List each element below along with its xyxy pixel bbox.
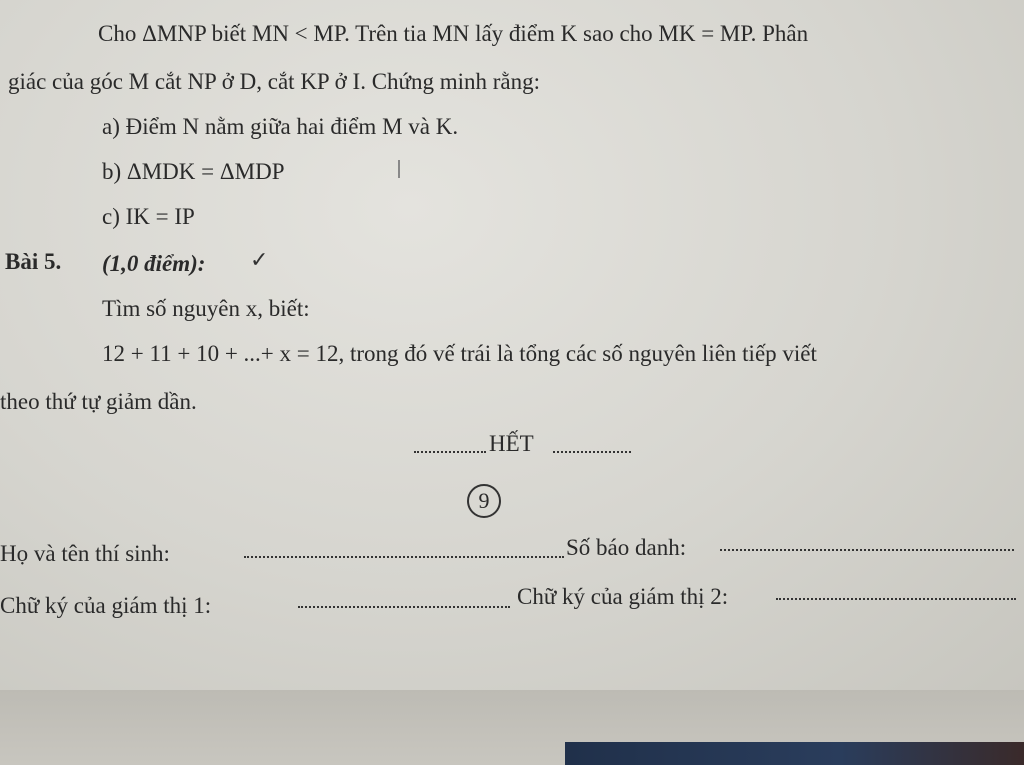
check-mark-icon: ✓ (250, 248, 269, 273)
problem4-part-b: b) ΔMDK = ΔMDP (102, 159, 285, 184)
supervisor2-signature-field (776, 598, 1016, 600)
background-object (565, 742, 1024, 765)
end-dots-right (553, 451, 631, 453)
problem5-line2: 12 + 11 + 10 + ...+ x = 12, trong đó vế trái là tổng các số nguyên liên tiếp viết (102, 341, 817, 366)
supervisor1-signature-field (298, 606, 510, 608)
candidate-name-field (244, 556, 564, 558)
problem4-line1: Cho ΔMNP biết MN < MP. Trên tia MN lấy điểm K sao cho MK = MP. Phân (98, 21, 809, 46)
supervisor1-label: Chữ ký của giám thị 1: (0, 593, 212, 618)
problem5-line1: Tìm số nguyên x, biết: (102, 296, 310, 321)
supervisor2-label: Chữ ký của giám thị 2: (517, 584, 729, 609)
problem4-part-a: a) Điểm N nằm giữa hai điểm M và K. (102, 114, 459, 139)
pencil-mark (398, 160, 400, 178)
candidate-number-label: Số báo danh: (566, 535, 687, 560)
end-dots-left (414, 451, 486, 453)
problem5-title: Bài 5. (5, 249, 62, 274)
candidate-name-label: Họ và tên thí sinh: (0, 541, 170, 566)
candidate-number-field (720, 549, 1014, 551)
problem5-line3: theo thứ tự giảm dần. (0, 389, 197, 414)
problem5-points: (1,0 điểm): (102, 251, 206, 276)
end-label: HẾT (489, 431, 534, 456)
problem4-line2: giác của góc M cắt NP ở D, cắt KP ở I. Chứng minh rằng: (8, 69, 541, 94)
problem4-part-c: c) IK = IP (102, 204, 195, 229)
page-number-circle: 9 (467, 484, 501, 518)
